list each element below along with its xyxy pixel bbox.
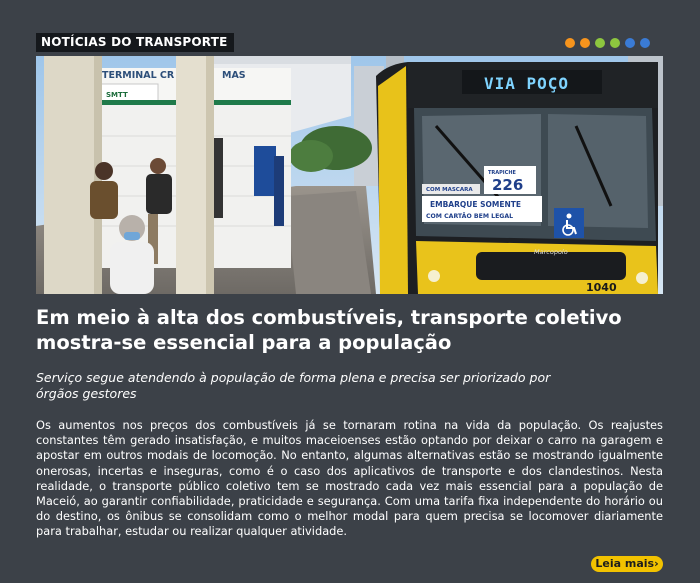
terminal-sign-right: MAS — [222, 70, 246, 81]
route-via: COM MASCARA — [426, 187, 473, 193]
bus-destination-display: VIA POÇO — [484, 74, 570, 93]
news-photo — [36, 56, 663, 294]
dot-3 — [595, 38, 605, 48]
dot-2 — [580, 38, 590, 48]
dot-1 — [565, 38, 575, 48]
color-dots — [565, 38, 650, 48]
dot-5 — [625, 38, 635, 48]
read-more-label: Leia mais — [595, 557, 655, 570]
bus-terminal-photo — [36, 56, 663, 294]
smtt-label: SMTT — [106, 91, 128, 99]
headline: Em meio à alta dos combustíveis, transporte coletivo mostra-se essencial para a população — [36, 306, 622, 354]
subtitle: Serviço segue atendendo à população de forma plena e precisa ser priorizado por órgãos gestores — [36, 370, 551, 401]
fleet-number: 1040 — [586, 281, 617, 294]
route-small: TRAPICHE — [488, 170, 516, 176]
chevron-right-icon: › — [654, 557, 659, 570]
section-tag: NOTÍCIAS DO TRANSPORTE — [36, 33, 234, 52]
boarding-line2: COM CARTÃO BEM LEGAL — [426, 213, 514, 220]
dot-6 — [640, 38, 650, 48]
boarding-line1: EMBARQUE SOMENTE — [430, 200, 521, 209]
article-body: Os aumentos nos preços dos combustíveis já se tornaram rotina na vida da população. Os reajustes constantes têm gerado insatisfação, e muitos maceioenses estão optando por deixar o carro na garagem e apostar em outros modais de locomoção. No entanto, algumas alternativas estão se mostrando igualmente onerosas, incertas e inseguras, como é o caso dos aplicativos de transporte e dos clandestinos. Nesta realidade, o transporte público coletivo tem se mostrado cada vez mais essencial para a população de Maceió, ao garantir confiabilidade, praticidade e segurança. Com uma tarifa fixa independente do horário ou do destino, os ônibus se consolidam como o melhor modal para quem precisa se locomover diariamente para trabalhar, estudar ou realizar qualquer atividade. — [36, 418, 663, 539]
read-more-button[interactable] — [591, 556, 663, 572]
bus-brand: Marcopolo — [534, 248, 568, 256]
terminal-sign: TERMINAL CR — [102, 70, 175, 81]
wheelchair-icon — [554, 208, 584, 238]
route-number: 226 — [492, 176, 524, 194]
dot-4 — [610, 38, 620, 48]
